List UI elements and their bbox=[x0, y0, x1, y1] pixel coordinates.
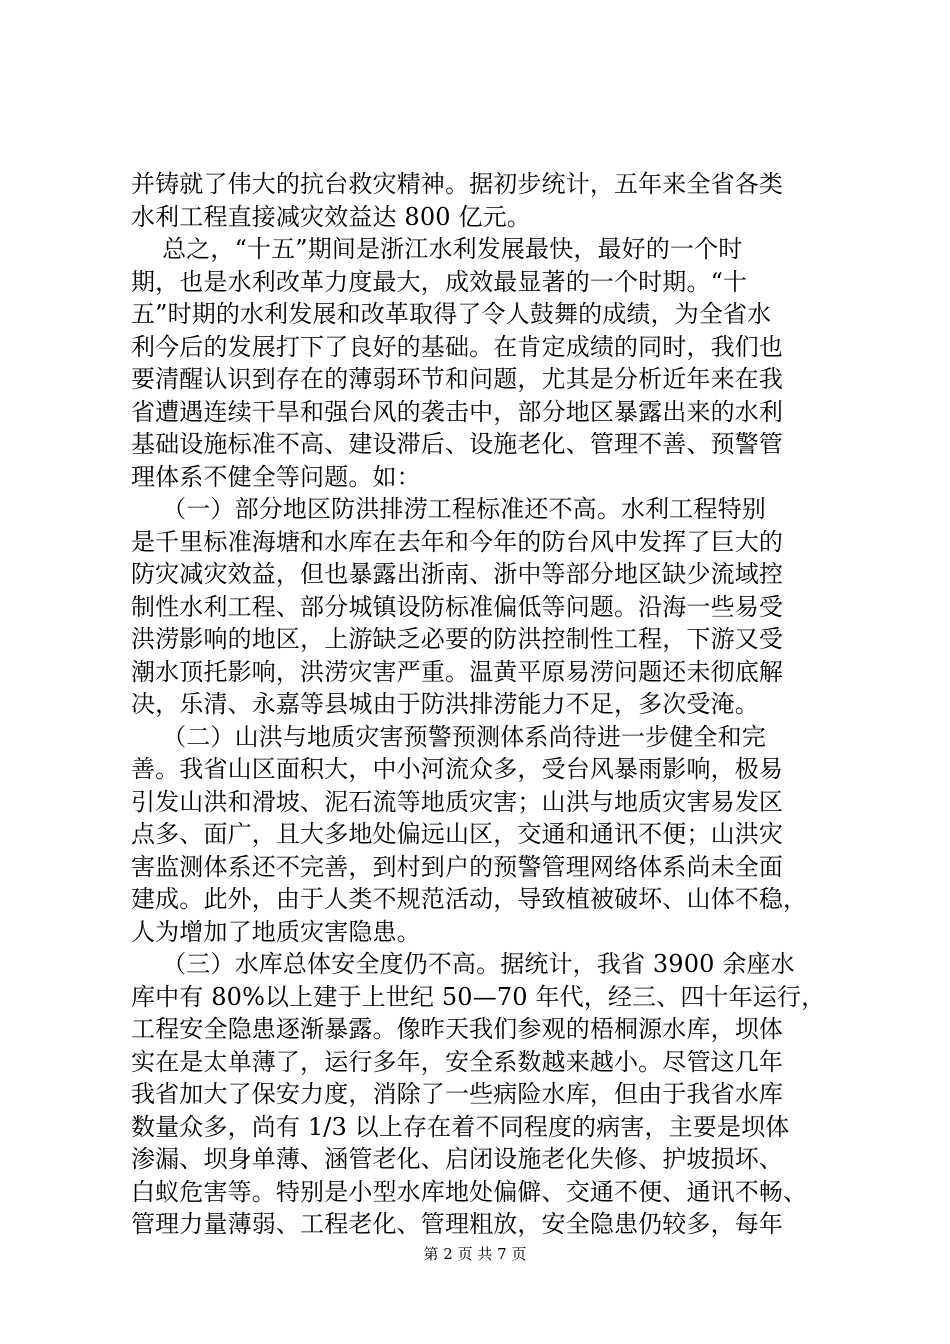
text-line: 利今后的发展打下了良好的基础。在肯定成绩的同时，我们也 bbox=[131, 332, 784, 361]
text-line: 理体系不健全等问题。如： bbox=[131, 462, 421, 491]
text-line: 人为增加了地质灾害隐患。 bbox=[131, 917, 421, 946]
text-line: 期，也是水利改革力度最大，成效最显著的一个时期。“十 bbox=[131, 267, 748, 296]
text-line: 总之，“十五”期间是浙江水利发展最快，最好的一个时 bbox=[131, 235, 743, 263]
text-line: 决，乐清、永嘉等县城由于防洪排涝能力不足，多次受淹。 bbox=[131, 690, 759, 718]
text-line: 洪涝影响的地区，上游缺乏必要的防洪控制性工程，下游又受 bbox=[131, 625, 784, 653]
text-line: 白蚁危害等。特别是小型水库地处偏僻、交通不便、通讯不畅、 bbox=[131, 1177, 808, 1206]
text-line: 渗漏、坝身单薄、涵管老化、启闭设施老化失修、护坡损坏、 bbox=[131, 1145, 784, 1173]
text-line: 实在是太单薄了，运行多年，安全系数越来越小。尽管这几年 bbox=[131, 1047, 784, 1076]
text-line: 基础设施标准不高、建设滞后、设施老化、管理不善、预警管 bbox=[131, 430, 784, 458]
text-line: 制性水利工程、部分城镇设防标准偏低等问题。沿海一些易受 bbox=[131, 592, 784, 621]
text-line: （一）部分地区防洪排涝工程标准还不高。水利工程特别 bbox=[131, 495, 766, 523]
text-line: 省遭遇连续干旱和强台风的袭击中，部分地区暴露出来的水利 bbox=[131, 397, 784, 426]
text-line: 建成。此外，由于人类不规范活动，导致植被破坏、山体不稳， bbox=[131, 885, 808, 913]
text-line: 引发山洪和滑坡、泥石流等地质灾害；山洪与地质灾害易发区 bbox=[131, 787, 784, 816]
text-line: 防灾减灾效益，但也暴露出浙南、浙中等部分地区缺少流域控 bbox=[131, 560, 784, 588]
text-line: 是千里标准海塘和水库在去年和今年的防台风中发挥了巨大的 bbox=[131, 527, 784, 556]
text-line: 水利工程直接减灾效益达 800 亿元。 bbox=[131, 202, 531, 231]
text-line: 潮水顶托影响，洪涝灾害严重。温黄平原易涝问题还未彻底解 bbox=[131, 657, 784, 686]
text-line: 点多、面广，且大多地处偏远山区，交通和通讯不便；山洪灾 bbox=[131, 820, 784, 848]
text-line: 库中有 80%以上建于上世纪 50—70 年代，经三、四十年运行， bbox=[131, 982, 826, 1011]
text-line: 管理力量薄弱、工程老化、管理粗放，安全隐患仍较多，每年 bbox=[131, 1210, 784, 1238]
text-line: 数量众多，尚有 1/3 以上存在着不同程度的病害，主要是坝体 bbox=[131, 1112, 790, 1141]
text-line: （三）水库总体安全度仍不高。据统计，我省 3900 余座水 bbox=[131, 950, 795, 978]
text-line: 并铸就了伟大的抗台救灾精神。据初步统计，五年来全省各类 bbox=[131, 170, 784, 198]
text-line: 工程安全隐患逐渐暴露。像昨天我们参观的梧桐源水库，坝体 bbox=[131, 1015, 784, 1043]
text-line: 我省加大了保安力度，消除了一些病险水库，但由于我省水库 bbox=[131, 1080, 784, 1108]
text-line: 五”时期的水利发展和改革取得了令人鼓舞的成绩，为全省水 bbox=[131, 300, 772, 328]
body-text bbox=[131, 168, 831, 1241]
text-line: （二）山洪与地质灾害预警预测体系尚待进一步健全和完 bbox=[131, 722, 766, 751]
text-line: 善。我省山区面积大，中小河流众多，受台风暴雨影响，极易 bbox=[131, 755, 784, 783]
text-line: 要清醒认识到存在的薄弱环节和问题，尤其是分析近年来在我 bbox=[131, 365, 784, 393]
page-footer: 第 2 页 共 7 页 bbox=[423, 1245, 527, 1263]
text-line: 害监测体系还不完善，到村到户的预警管理网络体系尚未全面 bbox=[131, 852, 784, 881]
